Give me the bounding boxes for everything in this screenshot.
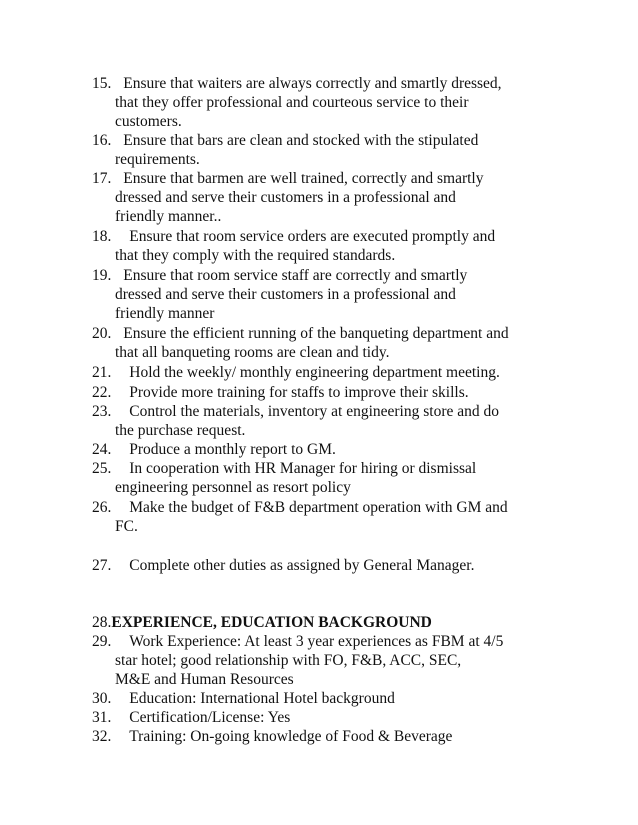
list-item-29 — [92, 632, 552, 689]
item-number: 22. — [92, 384, 112, 401]
item-text-line: that they offer professional and courteous service to their — [115, 94, 469, 111]
item-text-line: In cooperation with HR Manager for hiring or dismissal — [129, 460, 477, 477]
item-text-line: star hotel; good relationship with FO, F&B, ACC, SEC, — [115, 652, 462, 669]
item-text-line: Control the materials, inventory at engineering store and do — [129, 403, 499, 420]
list-item-15 — [92, 74, 552, 131]
item-number: 32. — [92, 728, 112, 745]
item-text-line: Ensure that waiters are always correctly and smartly dressed, — [123, 75, 502, 92]
list-item-24 — [92, 440, 552, 459]
list-item-25 — [92, 459, 552, 497]
list-item-19 — [92, 266, 552, 323]
item-text-line: Produce a monthly report to GM. — [129, 441, 336, 458]
item-text-line: Ensure that room service staff are correctly and smartly — [123, 267, 468, 284]
item-text-line: dressed and serve their customers in a professional and — [115, 286, 456, 303]
item-text-line: the purchase request. — [115, 422, 246, 439]
item-text-line: Ensure that bars are clean and stocked with the stipulated — [123, 132, 479, 149]
list-item-17 — [92, 169, 552, 226]
item-number: 18. — [92, 228, 112, 245]
item-text-line: requirements. — [115, 151, 200, 168]
item-number: 17. — [92, 170, 112, 187]
list-item-20 — [92, 324, 552, 362]
item-text-line: Certification/License: Yes — [129, 709, 291, 726]
list-item-32 — [92, 727, 552, 746]
item-number: 19. — [92, 267, 112, 284]
item-text-line: that they comply with the required standards. — [115, 247, 396, 264]
item-text-line: FC. — [115, 518, 138, 535]
list-item-18 — [92, 227, 552, 265]
list-item-16 — [92, 131, 552, 169]
item-text-line: engineering personnel as resort policy — [115, 479, 351, 496]
item-text-line: dressed and serve their customers in a professional and — [115, 189, 456, 206]
item-text-line: that all banqueting rooms are clean and tidy. — [115, 344, 390, 361]
item-text-line: Work Experience: At least 3 year experiences as FBM at 4/5 — [129, 633, 504, 650]
item-number: 26. — [92, 499, 112, 516]
item-text-line: M&E and Human Resources — [115, 671, 294, 688]
list-item-31 — [92, 708, 552, 727]
item-text-line: Provide more training for staffs to improve their skills. — [129, 384, 469, 401]
item-text-line: Training: On-going knowledge of Food & Beverage — [129, 728, 453, 745]
item-number: 27. — [92, 557, 112, 574]
item-text-line: Make the budget of F&B department operation with GM and — [129, 499, 508, 516]
list-item-30 — [92, 689, 552, 708]
item-text-line: Ensure the efficient running of the banqueting department and — [123, 325, 509, 342]
list-item-22 — [92, 383, 552, 402]
item-text-line: Ensure that barmen are well trained, correctly and smartly — [123, 170, 484, 187]
item-text-line: friendly manner — [115, 305, 215, 322]
item-number: 23. — [92, 403, 112, 420]
item-text-line: Complete other duties as assigned by General Manager. — [129, 557, 475, 574]
item-number: 28. — [92, 614, 112, 631]
item-text-line: customers. — [115, 113, 182, 130]
list-item-23 — [92, 402, 552, 440]
item-number: 20. — [92, 325, 112, 342]
item-text-line: Education: International Hotel background — [129, 690, 395, 707]
list-item-21 — [92, 363, 552, 382]
list-item-26 — [92, 498, 552, 536]
list-item-27 — [92, 556, 552, 575]
item-text-line: friendly manner.. — [115, 208, 222, 225]
item-text-line: Ensure that room service orders are executed promptly and — [129, 228, 496, 245]
item-number: 16. — [92, 132, 112, 149]
item-number: 31. — [92, 709, 112, 726]
item-number: 24. — [92, 441, 112, 458]
item-number: 15. — [92, 75, 112, 92]
item-number: 25. — [92, 460, 112, 477]
section-heading-text: EXPERIENCE, EDUCATION BACKGROUND — [111, 614, 432, 631]
section-heading — [92, 613, 552, 632]
item-number: 30. — [92, 690, 112, 707]
item-text-line: Hold the weekly/ monthly engineering department meeting. — [129, 364, 500, 381]
item-number: 21. — [92, 364, 112, 381]
item-number: 29. — [92, 633, 112, 650]
